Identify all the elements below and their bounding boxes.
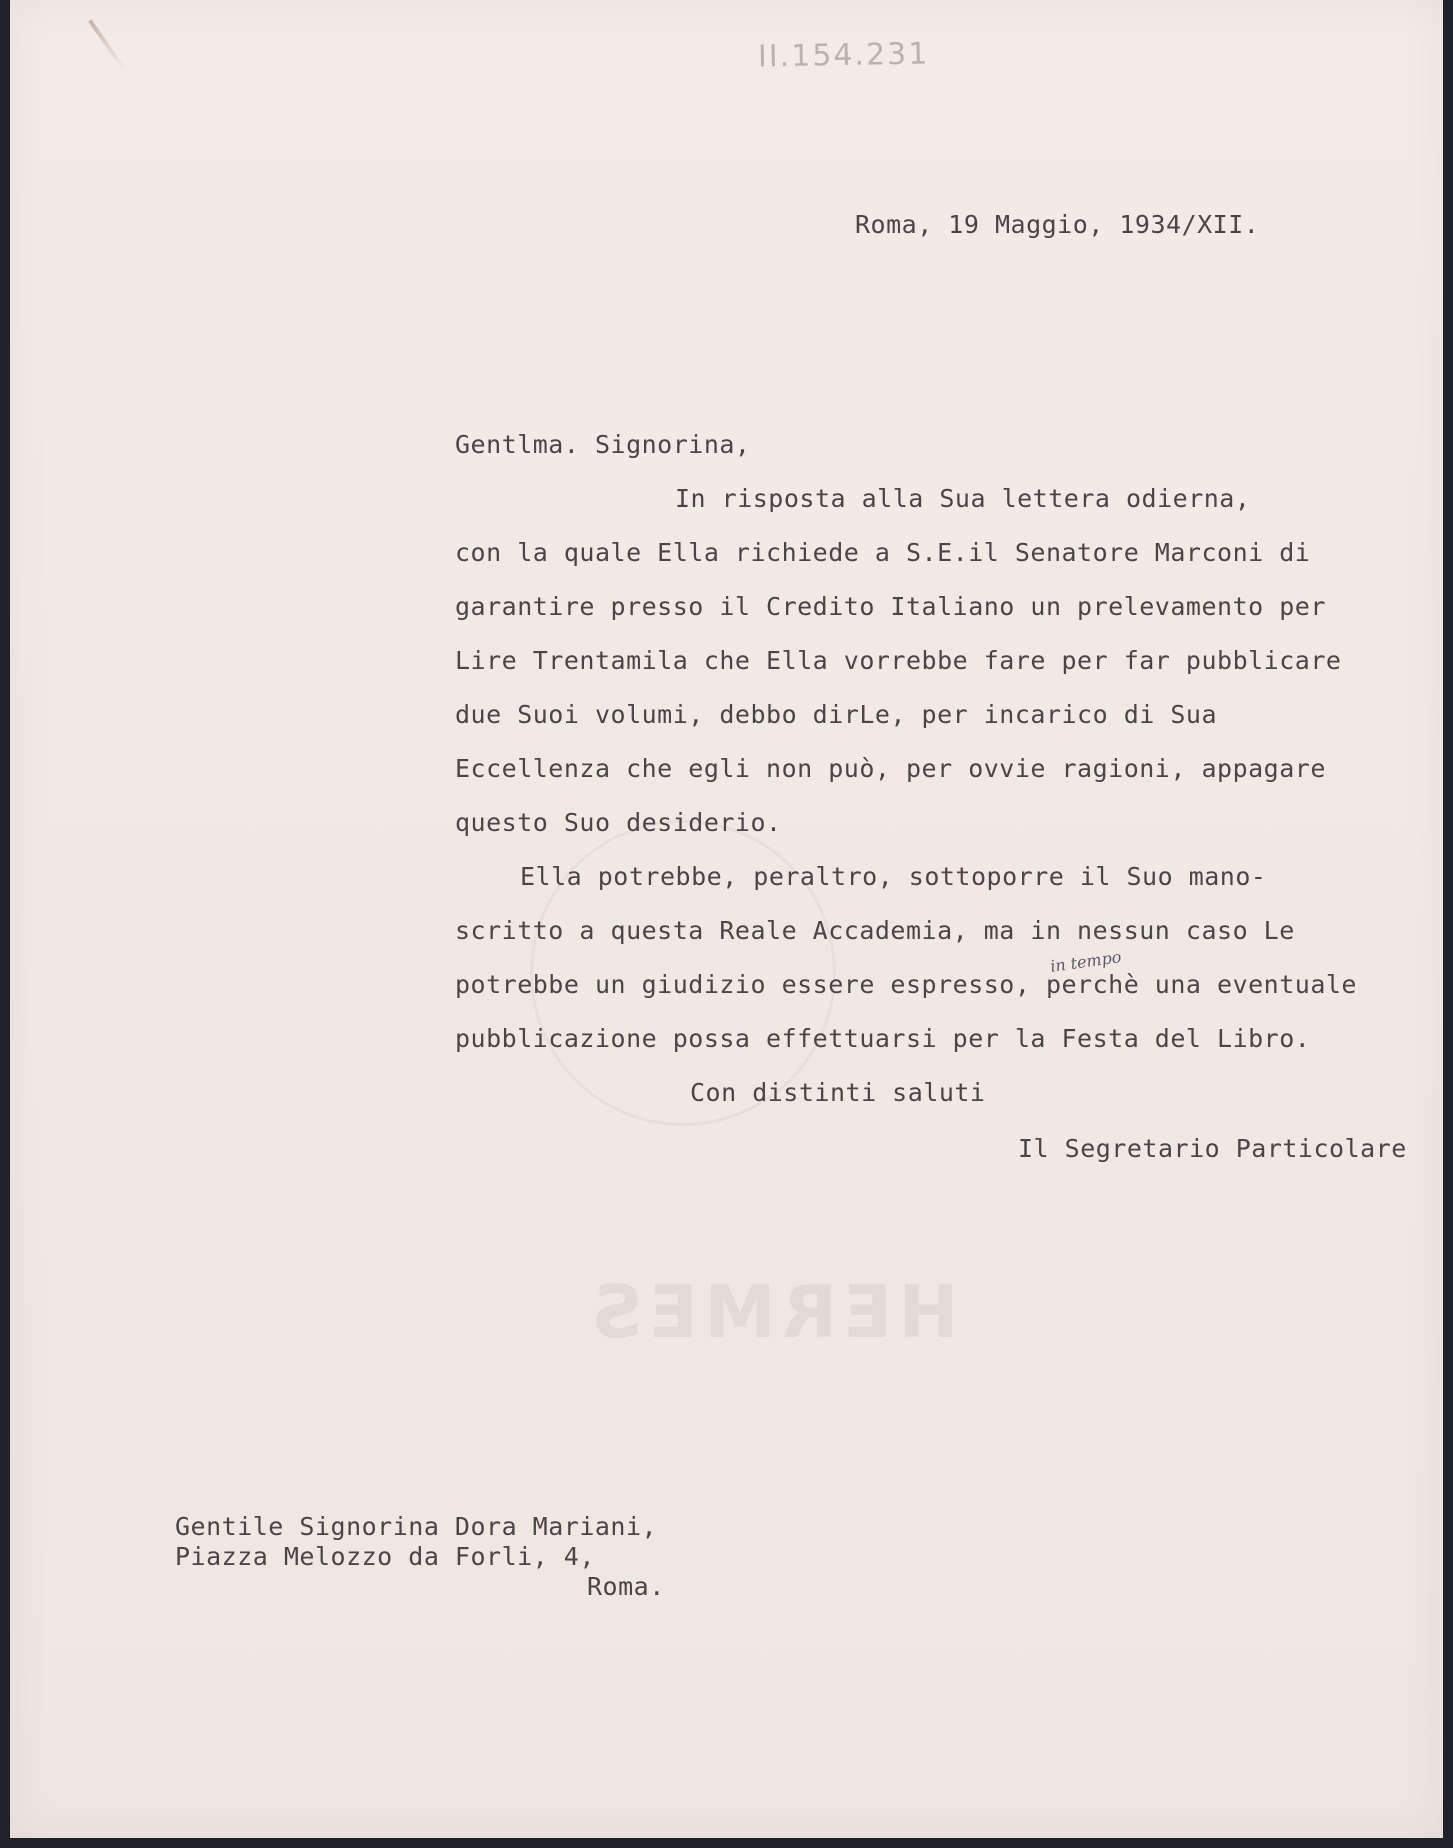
closing: Con distinti saluti: [690, 1078, 986, 1107]
body-line: con la quale Ella richiede a S.E.il Senatore Marconi di: [455, 538, 1311, 567]
paper-crease: [88, 19, 126, 70]
address-line: Piazza Melozzo da Forli, 4,: [175, 1542, 595, 1571]
body-line: In risposta alla Sua lettera odierna,: [675, 484, 1251, 513]
address-line: Roma.: [587, 1572, 665, 1601]
address-line: Gentile Signorina Dora Mariani,: [175, 1512, 658, 1541]
letter-sheet: [10, 0, 1443, 1838]
body-line: potrebbe un giudizio essere espresso, perchè una eventuale: [455, 970, 1357, 999]
body-line: pubblicazione possa effettuarsi per la Festa del Libro.: [455, 1024, 1311, 1053]
body-line: Lire Trentamila che Ella vorrebbe fare per far pubblicare: [455, 646, 1342, 675]
body-line: due Suoi volumi, debbo dirLe, per incarico di Sua: [455, 700, 1218, 729]
body-line: Ella potrebbe, peraltro, sottoporre il Suo mano-: [520, 862, 1267, 891]
body-line: scritto a questa Reale Accademia, ma in nessun caso Le: [455, 916, 1295, 945]
body-line: garantire presso il Credito Italiano un prelevamento per: [455, 592, 1326, 621]
body-line: Eccellenza che egli non può, per ovvie ragioni, appagare: [455, 754, 1326, 783]
archive-reference: II.154.231: [757, 36, 930, 75]
handwritten-insert: in tempo: [1049, 947, 1123, 976]
salutation: Gentlma. Signorina,: [455, 430, 751, 459]
watermark: HERMES: [585, 1270, 959, 1354]
date-line: Roma, 19 Maggio, 1934/XII.: [855, 210, 1260, 239]
body-line: questo Suo desiderio.: [455, 808, 782, 837]
signature-title: Il Segretario Particolare: [1018, 1134, 1407, 1163]
